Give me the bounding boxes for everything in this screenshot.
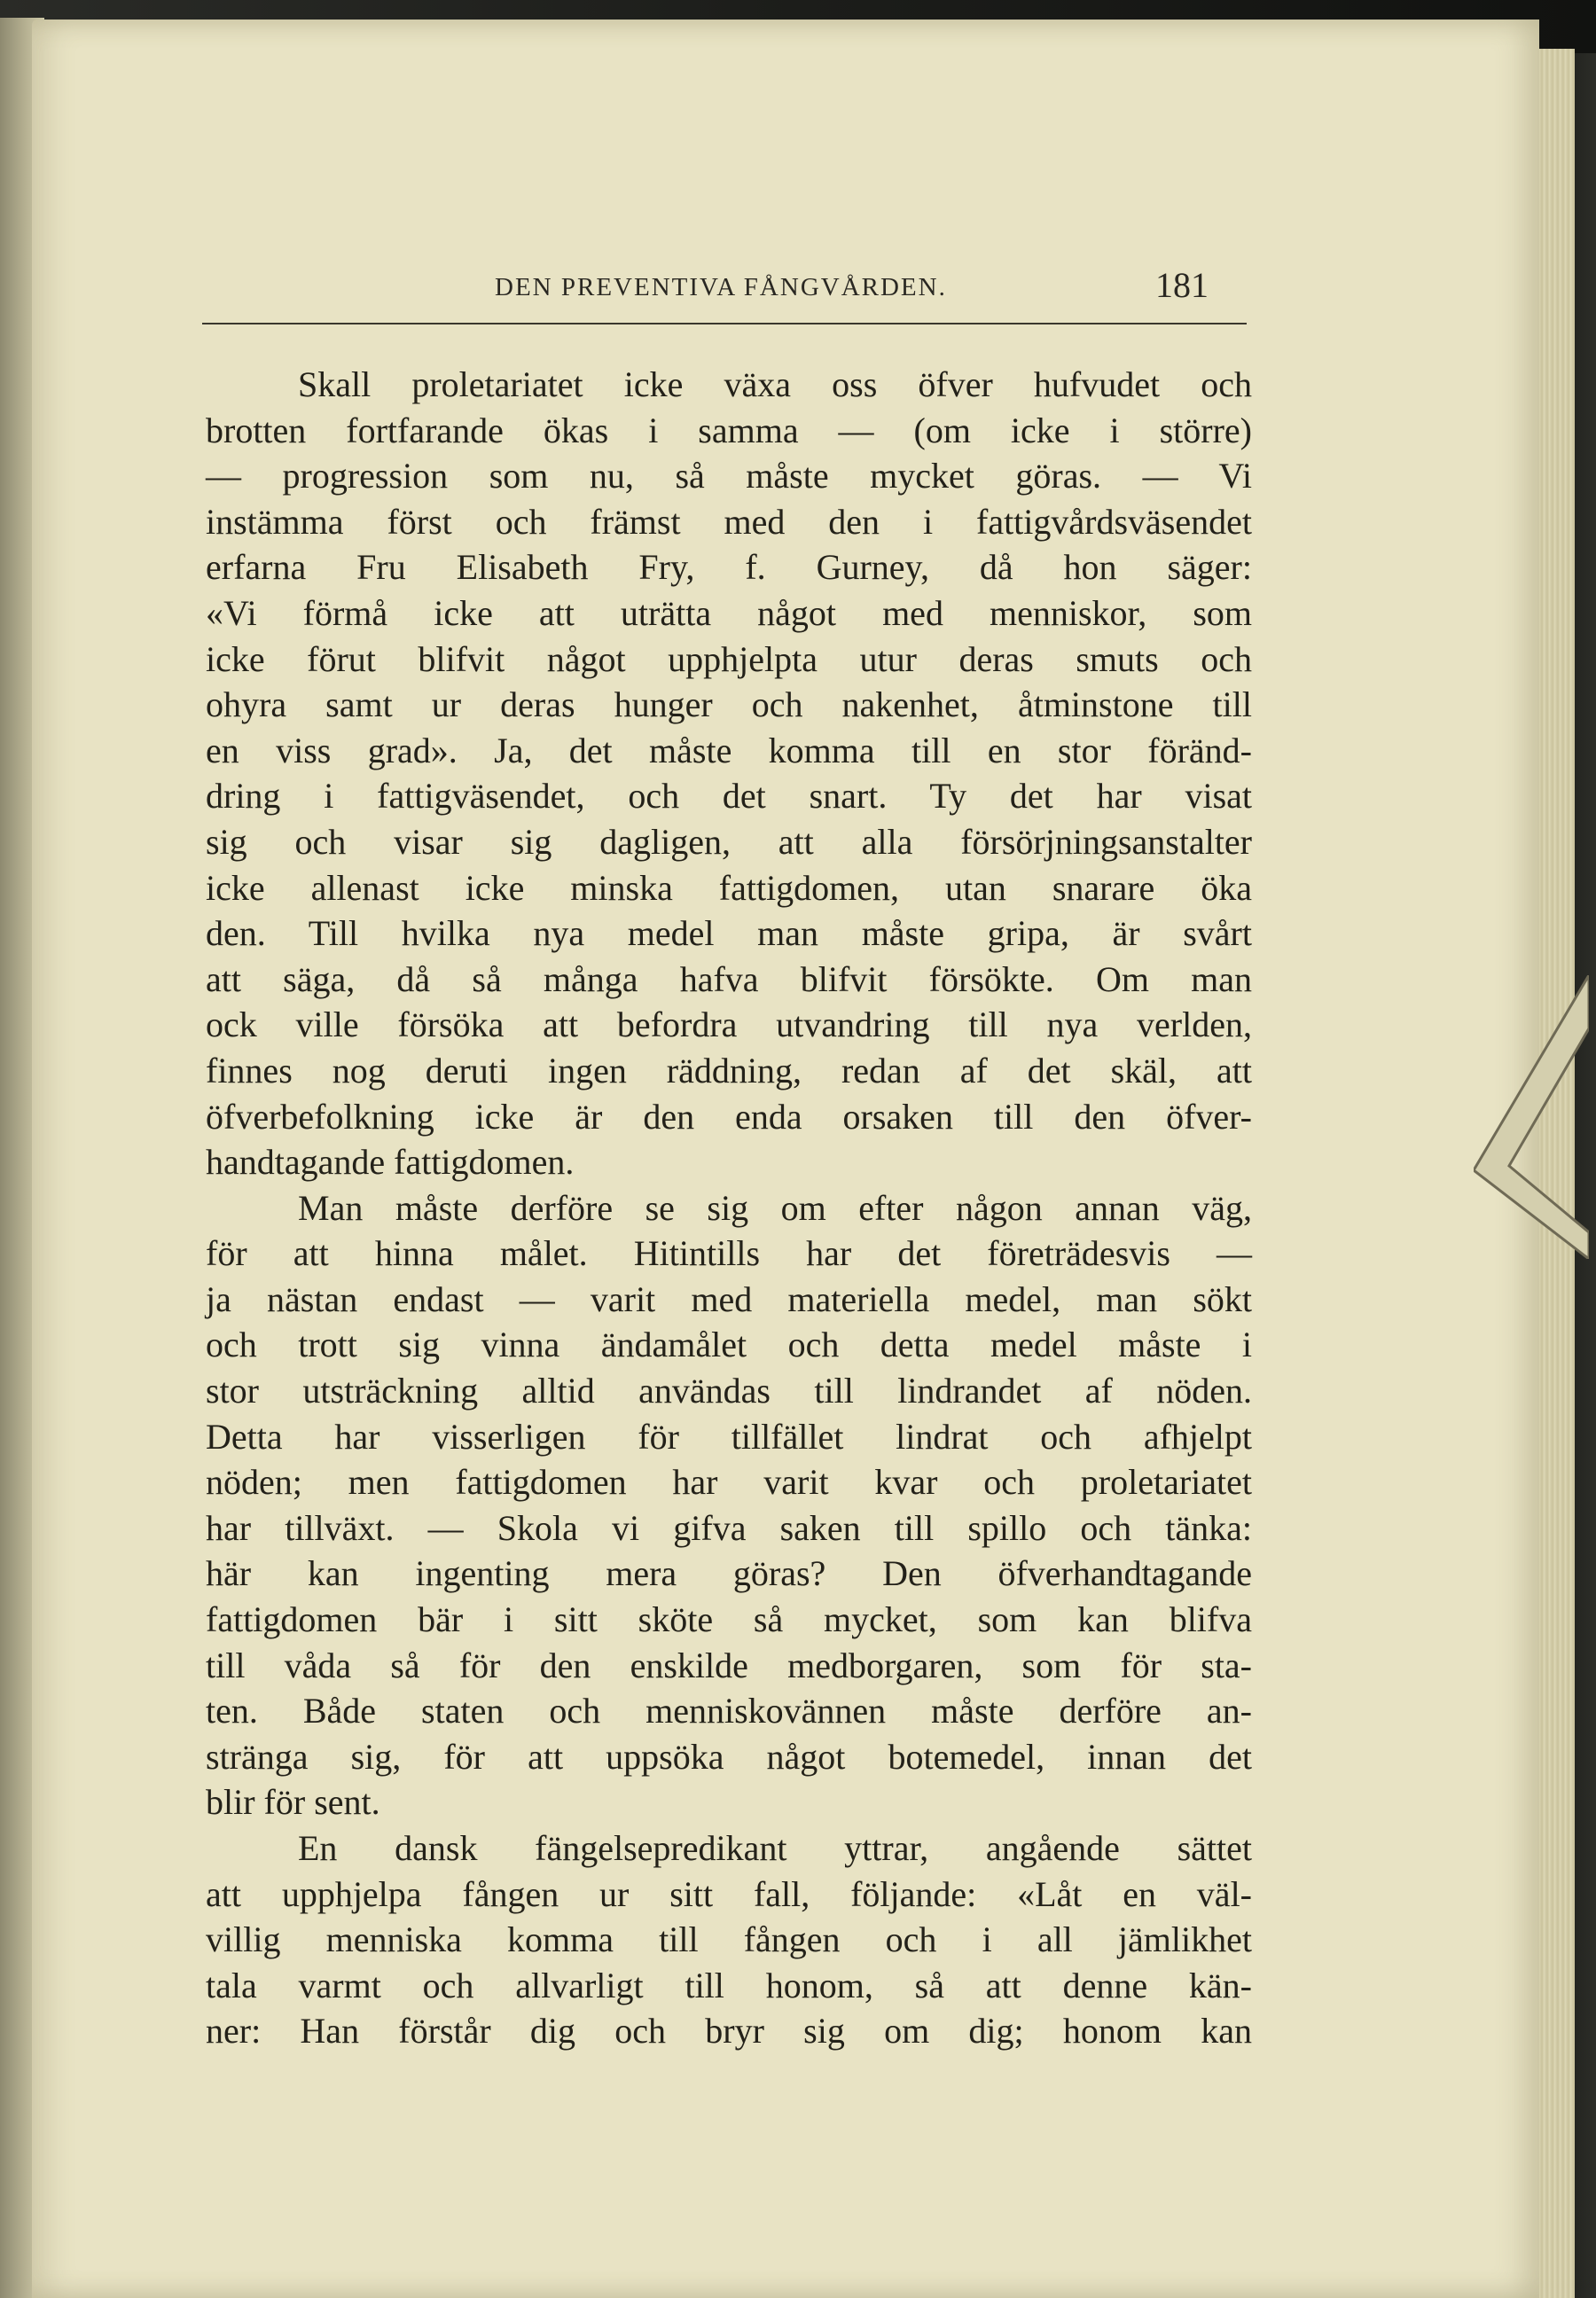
text-line: har tillväxt. — Skola vi gifva saken till spillo och tänka:	[206, 1507, 1252, 1548]
text-line: till våda så för den enskilde medborgaren, som för sta-	[206, 1645, 1252, 1685]
text-line: «Vi förmå icke att uträtta något med menniskor, som	[206, 592, 1252, 633]
text-line: icke allenast icke minska fattigdomen, utan snarare öka	[206, 867, 1252, 908]
text-line: brotten fortfarande ökas i samma — (om icke i större)	[206, 410, 1252, 450]
page-header	[202, 264, 1248, 317]
text-line: en viss grad». Ja, det måste komma till en stor föränd-	[206, 730, 1252, 770]
bookmark-ribbon	[1474, 975, 1589, 1259]
text-line: stränga sig, för att uppsöka något botemedel, innan det	[206, 1736, 1252, 1777]
text-line: och trott sig vinna ändamålet och detta medel måste i	[206, 1325, 1252, 1365]
text-line: ten. Både staten och menniskovännen måste derföre an-	[206, 1691, 1252, 1731]
body-text	[206, 362, 1252, 2054]
text-line: icke förut blifvit något upphjelpta utur deras smuts och	[206, 638, 1252, 679]
text-line: tala varmt och allvarligt till honom, så att denne kän-	[206, 1965, 1252, 2005]
text-line: sig och visar sig dagligen, att alla försörjningsanstalter	[206, 821, 1252, 862]
text-line: — progression som nu, så måste mycket göras. — Vi	[206, 456, 1252, 496]
text-line: En dansk fängelsepredikant yttrar, angående sättet	[298, 1828, 1252, 1868]
text-line: villig menniska komma till fången och i all jämlikhet	[206, 1919, 1252, 1960]
text-line: ohyra samt ur deras hunger och nakenhet, åtminstone till	[206, 684, 1252, 725]
page-number: 181	[1155, 265, 1209, 305]
text-line: för att hinna målet. Hitintills har det företrädesvis —	[206, 1233, 1252, 1274]
text-line: fattigdomen bär i sitt sköte så mycket, som kan blifva	[206, 1599, 1252, 1640]
text-line: dring i fattigväsendet, och det snart. Ty det har visat	[206, 776, 1252, 817]
text-line: nöden; men fattigdomen har varit kvar och proletariatet	[206, 1462, 1252, 1503]
text-line: den. Till hvilka nya medel man måste gripa, är svårt	[206, 913, 1252, 954]
text-line: här kan ingenting mera göras? Den öfverhandtagande	[206, 1553, 1252, 1594]
paragraph-3	[206, 1825, 1252, 2054]
text-line: finnes nog deruti ingen räddning, redan af det skäl, att	[206, 1050, 1252, 1090]
text-line: ner: Han förstår dig och bryr sig om dig; honom kan	[206, 2011, 1252, 2052]
text-line: instämma först och främst med den i fattigvårdsväsendet	[206, 501, 1252, 542]
text-line: ock ville försöka att befordra utvandring till nya verlden,	[206, 1004, 1252, 1045]
running-head: DEN PREVENTIVA FÅNGVÅRDEN.	[495, 273, 947, 301]
text-line: handtagande fattigdomen.	[206, 1142, 575, 1183]
paragraph-2	[206, 1185, 1252, 1825]
text-line: stor utsträckning alltid användas till lindrandet af nöden.	[206, 1371, 1252, 1411]
text-line: Detta har visserligen för tillfället lindrat och afhjelpt	[206, 1416, 1252, 1457]
text-line: Man måste derföre se sig om efter någon annan väg,	[298, 1187, 1252, 1228]
text-line: erfarna Fru Elisabeth Fry, f. Gurney, då hon säger:	[206, 547, 1252, 588]
text-line: öfverbefolkning icke är den enda orsaken till den öfver-	[206, 1096, 1252, 1137]
text-line: ja nästan endast — varit med materiella medel, man sökt	[206, 1278, 1252, 1319]
text-line: Skall proletariatet icke växa oss öfver hufvudet och	[298, 364, 1252, 404]
text-line: att säga, då så många hafva blifvit försökte. Om man	[206, 958, 1252, 999]
text-line: att upphjelpa fången ur sitt fall, följande: «Låt en väl-	[206, 1873, 1252, 1914]
text-line: blir för sent.	[206, 1782, 380, 1823]
header-rule	[202, 323, 1247, 324]
paragraph-1	[206, 362, 1252, 1185]
